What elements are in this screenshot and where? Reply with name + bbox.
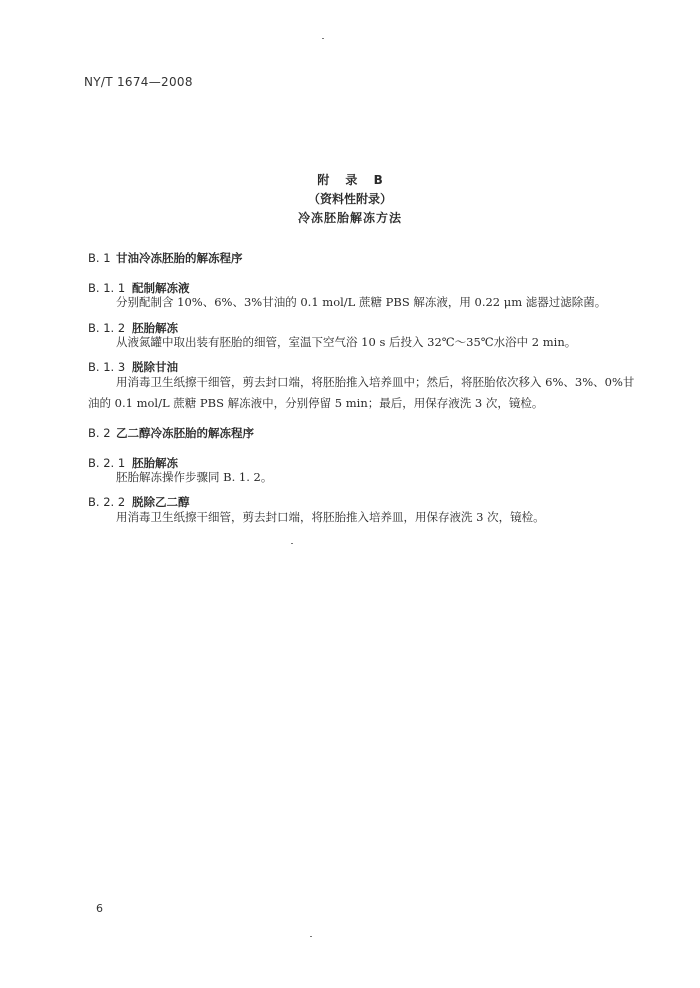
scan-speck: [291, 543, 293, 544]
paragraph-b2-2: 用消毒卫生纸擦干细管，剪去封口端，将胚胎推入培养皿，用保存液洗 3 次，镜检。: [116, 510, 545, 524]
section-title: 胚胎解冻: [132, 321, 178, 335]
standard-code: NY/T 1674—2008: [84, 75, 193, 89]
section-number: B. 2. 1: [88, 456, 126, 470]
section-number: B. 2: [88, 426, 111, 440]
section-number: B. 1. 1: [88, 281, 126, 295]
section-title: 乙二醇冷冻胚胎的解冻程序: [116, 426, 254, 440]
section-number: B. 2. 2: [88, 495, 126, 509]
appendix-type: （资料性附录）: [307, 192, 392, 206]
section-title: 脱除甘油: [132, 360, 178, 374]
appendix-name: 冷冻胚胎解冻方法: [297, 211, 402, 225]
paragraph-b1-3-line2: 油的 0.1 mol/L 蔗糖 PBS 解冻液中，分别停留 5 min；最后，用保存液洗 3 次，镜检。: [88, 396, 544, 410]
paragraph-b1-2: 从液氮罐中取出装有胚胎的细管，室温下空气浴 10 s 后投入 32℃～35℃水浴中 2 min。: [116, 335, 577, 349]
scan-speck: [310, 936, 312, 937]
section-number: B. 1: [88, 251, 111, 265]
section-heading-b2: [88, 425, 254, 441]
section-title: 胚胎解冻: [132, 456, 178, 470]
section-title: 甘油冷冻胚胎的解冻程序: [116, 251, 243, 265]
scan-speck: [322, 38, 324, 39]
paragraph-b1-1: 分别配制含 10%、6%、3%甘油的 0.1 mol/L 蔗糖 PBS 解冻液，用 0.22 μm 滤器过滤除菌。: [116, 295, 607, 309]
paragraph-b1-3-line1: 用消毒卫生纸擦干细管，剪去封口端，将胚胎推入培养皿中；然后，将胚胎依次移入 6%、3%、0%甘: [116, 375, 635, 389]
paragraph-b2-1: 胚胎解冻操作步骤同 B. 1. 2。: [116, 470, 273, 484]
section-heading-b1: [88, 250, 243, 266]
section-number: B. 1. 3: [88, 360, 126, 374]
page-number: 6: [96, 902, 103, 915]
section-title: 配制解冻液: [132, 281, 190, 295]
section-title: 脱除乙二醇: [132, 495, 190, 509]
appendix-title: 附 录 B: [317, 173, 389, 187]
section-number: B. 1. 2: [88, 321, 126, 335]
